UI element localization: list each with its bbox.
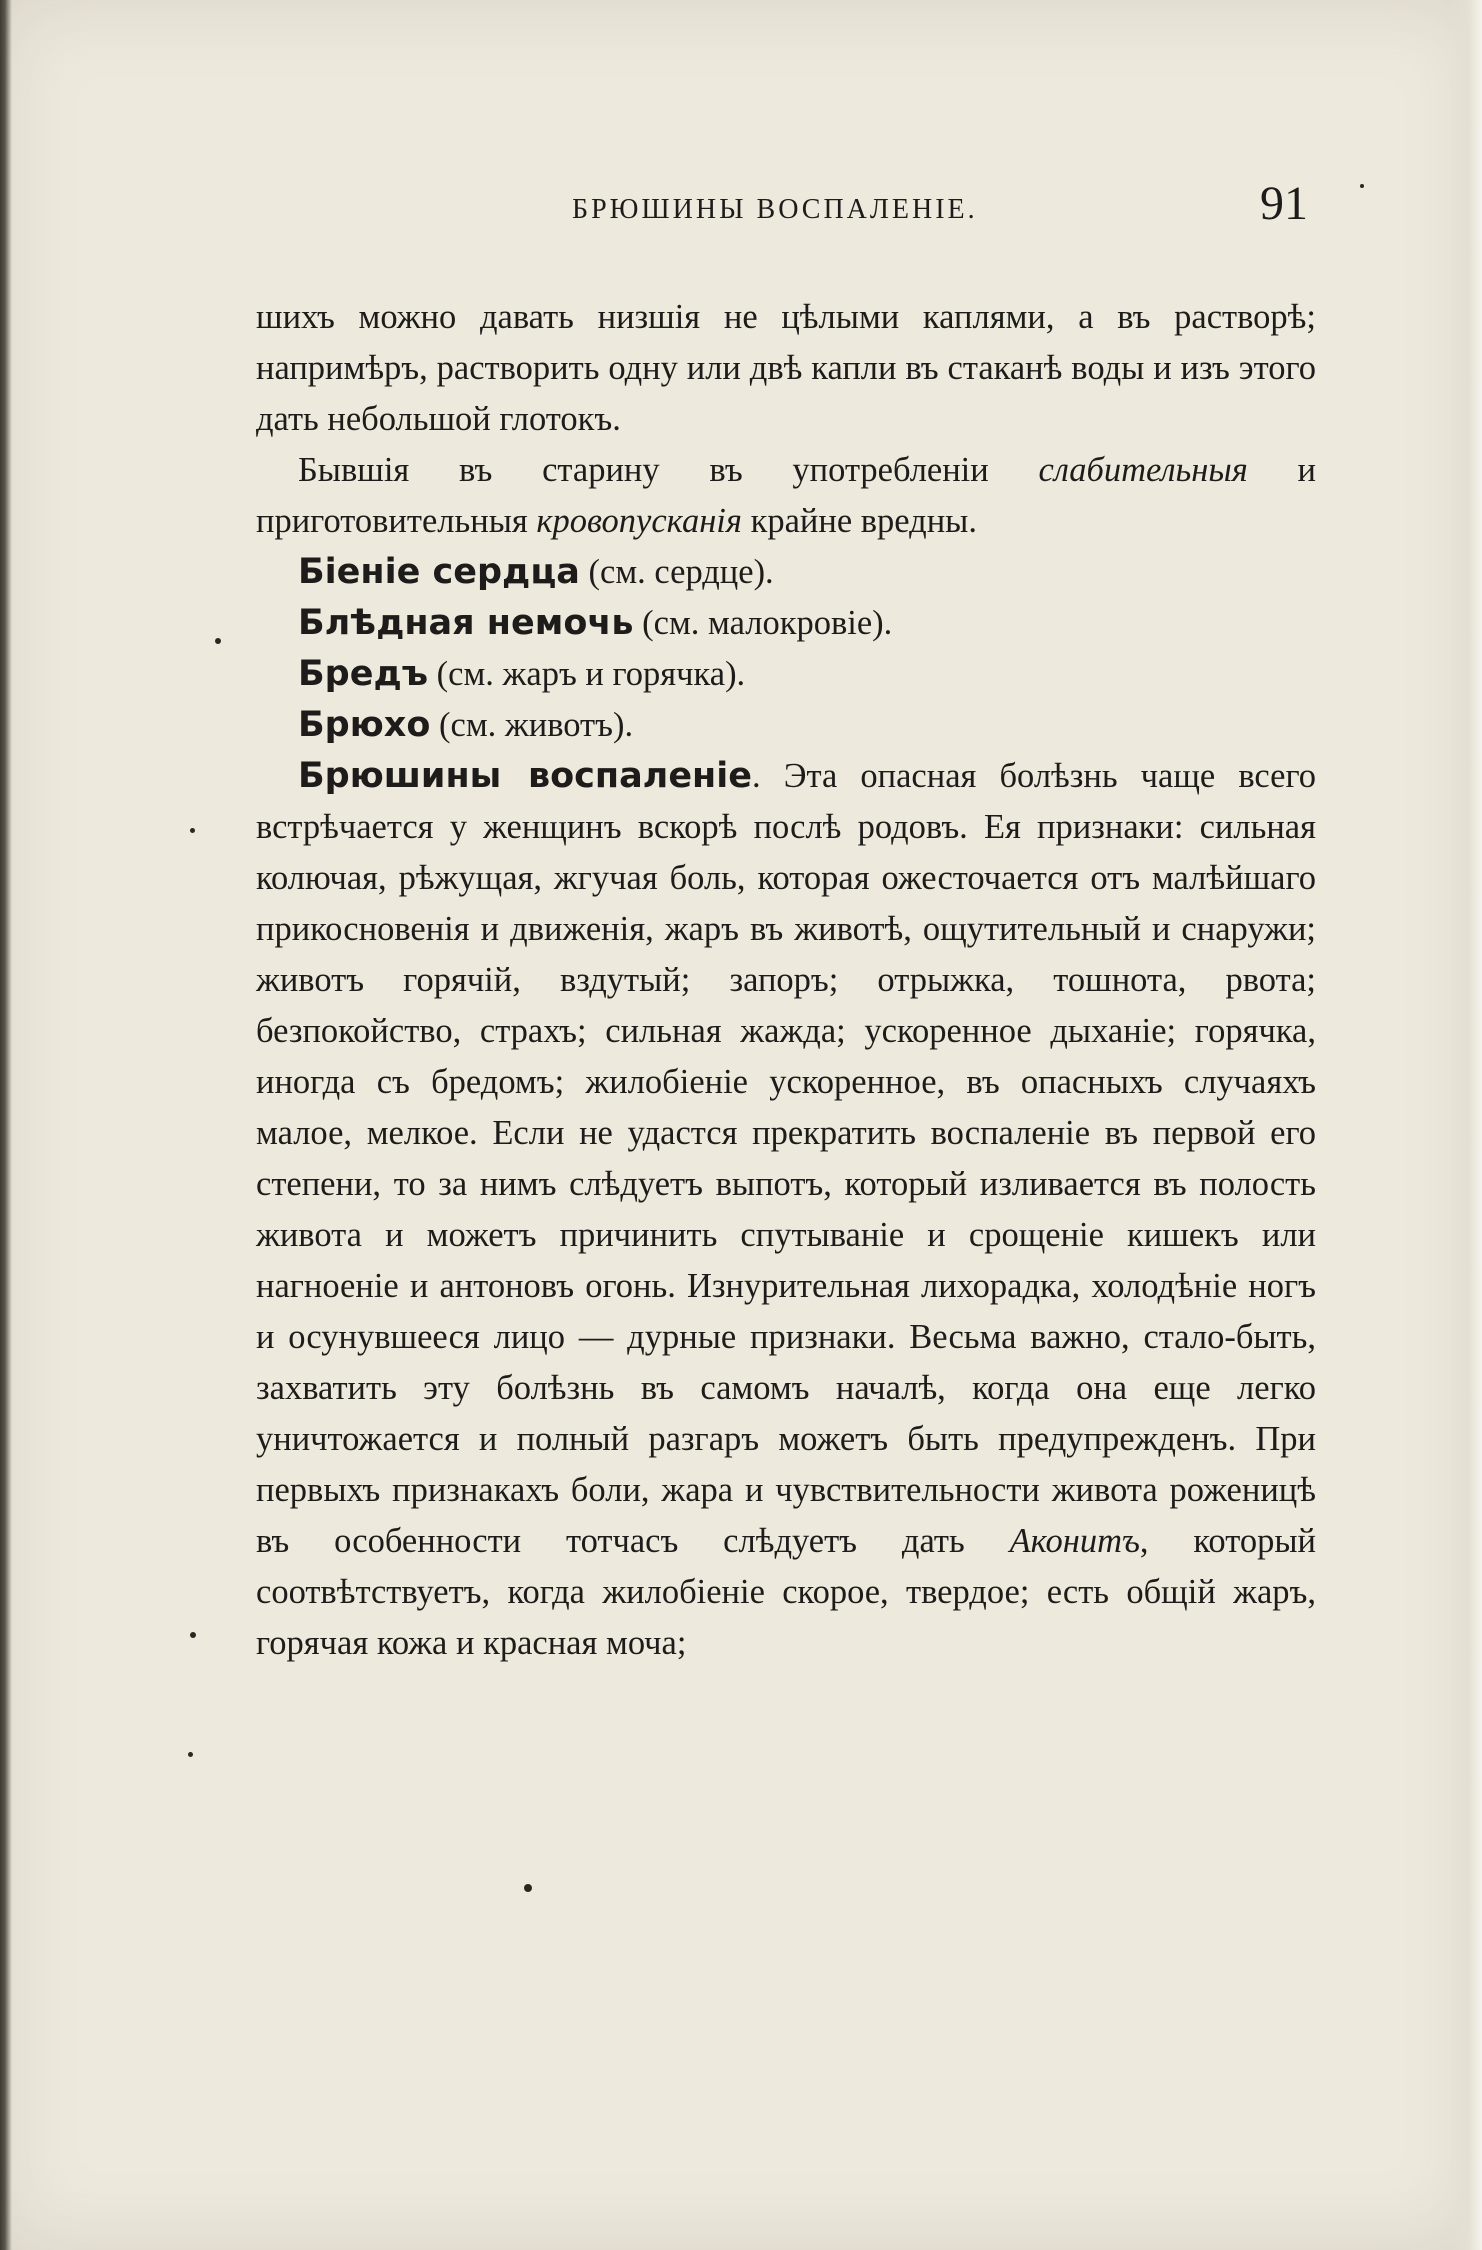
entry-peritonitis bbox=[256, 751, 1316, 1669]
entry-belly bbox=[256, 700, 1316, 751]
entry-reference: (см. жаръ и горячка). bbox=[428, 655, 746, 693]
running-title: БРЮШИНЫ ВОСПАЛЕНІЕ. bbox=[572, 194, 978, 225]
ink-speck bbox=[190, 828, 195, 833]
ink-speck bbox=[190, 1632, 196, 1638]
binding-shadow bbox=[0, 0, 12, 2250]
paragraph-text: и приготовительныя bbox=[256, 451, 1316, 540]
entry-term: Брюхо bbox=[298, 705, 431, 745]
ink-speck bbox=[188, 1752, 193, 1757]
entry-term: Блѣдная немочь bbox=[298, 603, 634, 643]
page-text bbox=[256, 177, 1316, 1669]
entry-body: , который соотвѣтствуетъ, когда жилобіеніе скорое, твердое; есть общій жаръ, горячая кожа и красная моча; bbox=[256, 1522, 1316, 1662]
italic-term: кровопусканія bbox=[536, 502, 742, 540]
entry-chlorosis bbox=[256, 598, 1316, 649]
entry-term: Бредъ bbox=[298, 654, 429, 694]
entry-reference: (см. сердце). bbox=[579, 553, 774, 591]
paragraph-continuation: шихъ можно давать низшія не цѣлыми каплями, а въ растворѣ; напримѣръ, растворить одну или двѣ капли въ стаканѣ воды и изъ этого дать небольшой глотокъ. bbox=[256, 298, 1316, 438]
entry-reference: (см. малокровіе). bbox=[633, 604, 893, 642]
ink-speck bbox=[215, 638, 221, 644]
ink-speck bbox=[1360, 184, 1364, 188]
entry-term: Брюшины воспаленіе bbox=[298, 756, 752, 796]
paragraph-text: Бывшія въ старину въ употребленіи bbox=[298, 451, 1039, 489]
entry-reference: (см. животъ). bbox=[430, 706, 634, 744]
page-edge bbox=[1448, 0, 1482, 2250]
entry-term: Біеніе сердца bbox=[298, 552, 580, 592]
entry-delirium bbox=[256, 649, 1316, 700]
entry-heart-palpitation bbox=[256, 547, 1316, 598]
italic-term: слабительныя bbox=[1038, 451, 1248, 489]
ink-speck bbox=[524, 1884, 532, 1892]
running-head bbox=[256, 177, 1316, 246]
italic-term: Аконитъ bbox=[1009, 1522, 1140, 1560]
body-text bbox=[256, 292, 1316, 1669]
page-number: 91 bbox=[1260, 177, 1308, 230]
entry-body: . Эта опасная болѣзнь чаще всего встрѣчается у женщинъ вскорѣ послѣ родовъ. Ея признаки: сильная колючая, рѣжущая, жгучая боль, которая ожесточается отъ малѣйшаго прикосновенія и движенія, жаръ въ животѣ, ощутительный и снаружи; животъ горячій, вздутый; запоръ; отрыжка, тошнота, рвота; безпокойство, страхъ; сильная жажда; ускоренное дыханіе; горячка, иногда съ бредомъ; жилобіеніе ускоренное, въ опасныхъ случаяхъ малое, мелкое. Если не удастся прекратить воспаленіе въ первой его степени, то за нимъ слѣдуетъ выпотъ, который изливается въ полость живота и можетъ причинить спутываніе и срощеніе кишекъ или нагноеніе и антоновъ огонь. Изнурительная лихорадка, холодѣніе ногъ и осунувшееся лицо — дурные признаки. Весьма важно, стало-быть, захватить эту болѣзнь въ самомъ началѣ, когда она еще легко уничтожается и полный разгаръ можетъ быть предупрежденъ. При первыхъ признакахъ боли, жара и чувствительности живота роженицѣ въ особенности тотчасъ слѣдуетъ дать bbox=[256, 757, 1316, 1560]
paragraph-text: крайне вредны. bbox=[741, 502, 977, 540]
paragraph-laxatives bbox=[256, 445, 1316, 547]
